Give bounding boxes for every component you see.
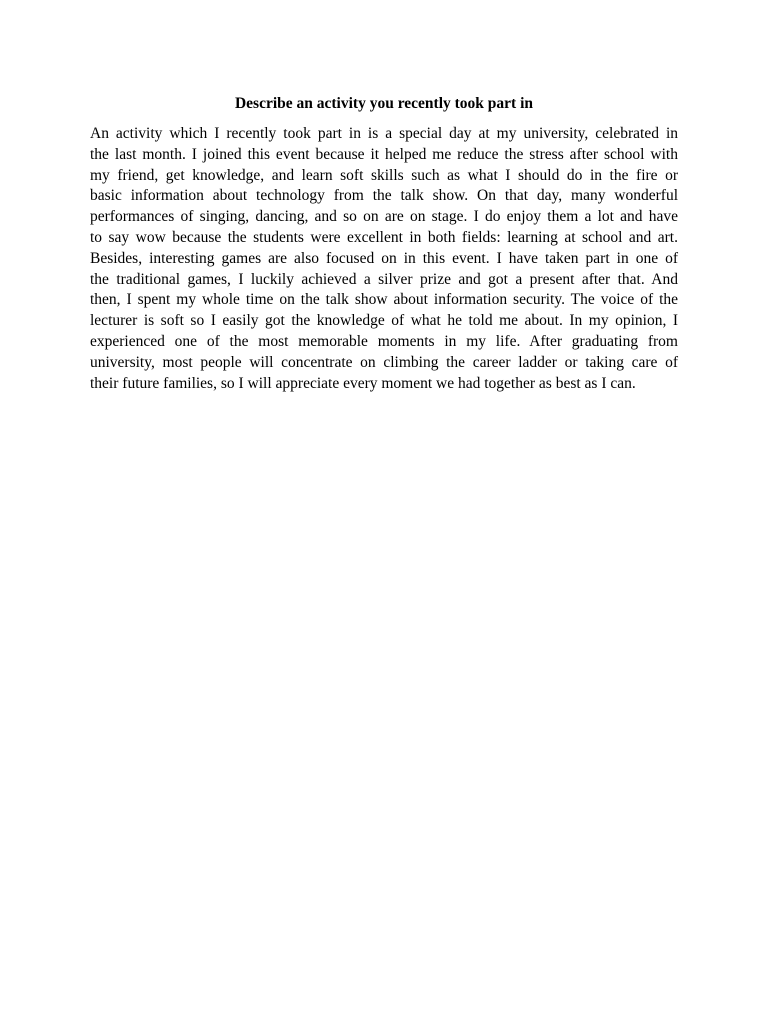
paragraph-line: the traditional games, I luckily achieved a silver prize and got a present after that. And [90, 270, 678, 288]
paragraph-line: then, I spent my whole time on the talk show about information security. The voice of the [90, 291, 678, 309]
paragraph-line: performances of singing, dancing, and so on are on stage. I do enjoy them a lot and have [90, 208, 678, 226]
paragraph-line: basic information about technology from the talk show. On that day, many wonderful [90, 187, 678, 205]
paragraph-line: the last month. I joined this event because it helped me reduce the stress after school with [90, 145, 678, 163]
paragraph-line: to say wow because the students were excellent in both fields: learning at school and art. [90, 228, 678, 246]
paragraph-line: university, most people will concentrate on climbing the career ladder or taking care of [90, 353, 678, 371]
essay-paragraph [90, 124, 678, 394]
paragraph-line: Besides, interesting games are also focused on in this event. I have taken part in one of [90, 249, 678, 267]
document-title: Describe an activity you recently took part in [234, 95, 534, 112]
paragraph-line: my friend, get knowledge, and learn soft skills such as what I should do in the fire or [90, 166, 678, 184]
paragraph-line: experienced one of the most memorable moments in my life. After graduating from [90, 332, 678, 350]
paragraph-line: lecturer is soft so I easily got the knowledge of what he told me about. In my opinion, I [90, 312, 678, 330]
paragraph-line: their future families, so I will appreciate every moment we had together as best as I can. [90, 374, 636, 392]
paragraph-line: An activity which I recently took part in is a special day at my university, celebrated in [90, 125, 678, 142]
